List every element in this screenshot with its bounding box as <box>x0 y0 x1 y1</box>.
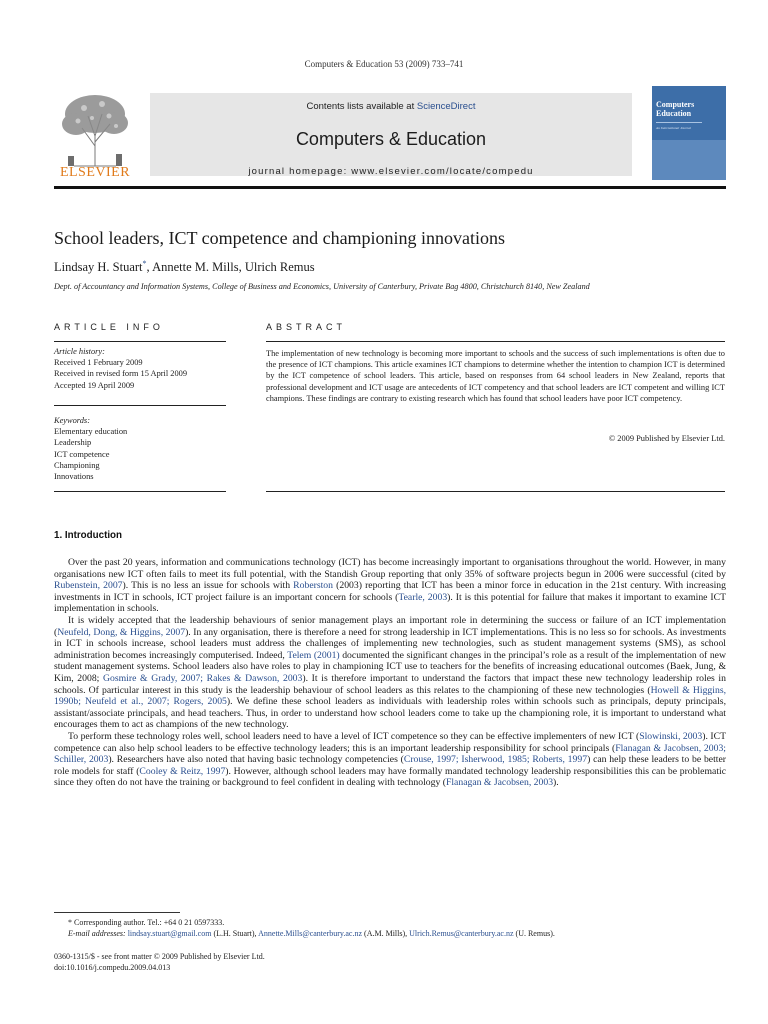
email-footnote: E-mail addresses: lindsay.stuart@gmail.com (L.H. Stuart), Annette.Mills@canterbury.ac.nz (A.M. Mills), Ulrich.Remus@canterbury.ac.nz (U. Remus). <box>54 929 726 938</box>
cover-title: Computers Education <box>656 100 695 118</box>
section-heading: 1. Introduction <box>54 530 123 541</box>
publisher-name: ELSEVIER <box>59 165 131 180</box>
keyword: Leadership <box>54 438 92 448</box>
email-owner: (U. Remus). <box>515 929 555 938</box>
email-link[interactable]: Ulrich.Remus@canterbury.ac.nz <box>409 929 514 938</box>
citation-link[interactable]: Roberston <box>293 580 333 592</box>
citation-link[interactable]: Flanagan & Jacobsen, 2003; Schiller, 2003 <box>54 742 726 766</box>
cover-divider <box>656 122 702 123</box>
citation-link[interactable]: Telem (2001) <box>287 649 340 661</box>
masthead <box>54 86 726 182</box>
contents-prefix: Contents lists available at <box>306 101 417 112</box>
paragraph: To perform these technology roles well, school leaders need to have a level of ICT competence so they can be effective implementers of new ICT (Slowinski, 2003). ICT competence can also help school leaders to be effective technology leaders; this is an important leadership responsibility for school principals (Flanagan & Jacobsen, 2003; Schiller, 2003). Researchers have also noted that having basic technology competencies (Crouse, 1997; Isherwood, 1985; Roberts, 1997) can help these leaders to be better role models for staff (Cooley & Reitz, 1997). However, although school leaders may have formally mandated technology leadership responsibilities this can be problematic since they often do not have the training or background to feel confident in dealing with technology (Flanagan & Jacobsen, 2003). <box>54 730 726 789</box>
abstract-rule-bottom <box>266 491 725 492</box>
history-item: Received 1 February 2009 <box>54 358 143 368</box>
journal-cover <box>652 86 726 180</box>
contents-line <box>150 101 632 112</box>
doi-line: doi:10.1016/j.compedu.2009.04.013 <box>54 962 171 972</box>
issn-line: 0360-1315/$ - see front matter © 2009 Published by Elsevier Ltd. <box>54 952 265 961</box>
corresponding-footnote <box>54 918 726 927</box>
author-name: Ulrich Remus <box>244 260 315 275</box>
body-text <box>54 557 726 789</box>
history-label: Article history: <box>54 347 105 356</box>
cover-subtitle: An International Journal <box>656 126 691 130</box>
citation-link[interactable]: Neufeld, Dong, & Higgins, 2007 <box>57 626 186 638</box>
author-list: Lindsay H. Stuart*, Annette M. Mills, Ulrich Remus <box>54 259 315 275</box>
article-history <box>54 346 226 391</box>
keyword: Elementary education <box>54 427 128 437</box>
citation-link[interactable]: Howell & Higgins, 1990b; Neufeld et al., 2007; Rogers, 2005 <box>54 684 727 708</box>
copyright: © 2009 Published by Elsevier Ltd. <box>608 434 725 443</box>
email-link[interactable]: lindsay.stuart@gmail.com <box>127 929 212 938</box>
corresponding-mark[interactable]: * <box>142 259 147 268</box>
history-item: Received in revised form 15 April 2009 <box>54 369 188 379</box>
keywords <box>54 415 226 482</box>
masthead-rule <box>54 186 726 189</box>
article-info-heading: ARTICLE INFO <box>54 322 164 332</box>
affiliation: Dept. of Accountancy and Information Systems, College of Business and Economics, University of Canterbury, Private Bag 4800, Christchurch 8140, New Zealand <box>54 282 590 291</box>
cover-band <box>652 140 726 180</box>
citation-link[interactable]: Tearle, 2003 <box>398 591 448 603</box>
article-title: School leaders, ICT competence and championing innovations <box>54 228 506 248</box>
abstract-heading: ABSTRACT <box>266 322 347 332</box>
author-name: Lindsay H. Stuart <box>54 260 143 275</box>
history-item: Accepted 19 April 2009 <box>54 380 135 390</box>
journal-banner <box>150 93 632 176</box>
citation-link[interactable]: Flanagan & Jacobsen, 2003 <box>445 777 554 789</box>
sciencedirect-link[interactable]: ScienceDirect <box>416 101 476 112</box>
citation-link[interactable]: Crouse, 1997; Isherwood, 1985; Roberts, 1997 <box>403 754 588 766</box>
journal-citation: Computers & Education 53 (2009) 733–741 <box>304 59 464 69</box>
info-rule-bottom <box>54 491 226 492</box>
email-owner: (L.H. Stuart) <box>213 929 255 938</box>
email-label: E-mail addresses: <box>68 929 126 938</box>
citation-link[interactable]: Rubenstein, 2007 <box>54 580 123 592</box>
citation-link[interactable]: Cooley & Reitz, 1997 <box>139 765 226 777</box>
front-matter <box>54 952 265 973</box>
email-owner: (A.M. Mills) <box>364 929 406 938</box>
paragraph: It is widely accepted that the leadership behaviours of senior management plays an important role in determining the success or failure of an ICT implementation (Neufeld, Dong, & Higgins, 2007). In any organisation, there is therefore a need for strong leadership in ICT implementations. This is no less so for schools. As investments in ICT in schools increase, school leaders must address the challenges of implementing new technologies, such as student management systems (SMS), as school administration becomes increasingly computerised. Indeed, Telem (2001) documented the significant changes in the principal’s role as a result of the implementation of new student management systems. School leaders also have roles to play in championing ICT use to teachers for the benefits of increasing educational outcomes (Baek, Jung, & Kim, 2008; Gosmire & Grady, 2007; Rakes & Dawson, 2003). It is therefore important to understand the factors that impact these new technology leadership roles in schools. Of particular interest in this study is the leadership behaviour of school leaders as this relates to the championing of these new technologies (Howell & Higgins, 1990b; Neufeld et al., 2007; Rogers, 2005). We define these school leaders as individuals with leadership roles within schools such as principals, deputy principals, assistant/associate principals, and head teachers. Thus, in order to understand how school leaders come to take up the championing role, it is important to understand what encourages them to act as champions of the new technology. <box>54 614 727 731</box>
abstract-rule-top <box>266 341 725 342</box>
keyword: Championing <box>54 460 100 470</box>
citation-link[interactable]: Slowinski, 2003 <box>639 730 703 742</box>
info-rule-mid <box>54 405 226 406</box>
corresponding-text: Corresponding author. Tel.: +64 0 21 0597333. <box>74 918 225 927</box>
keywords-label: Keywords: <box>54 416 90 425</box>
footnote-mark: * <box>68 918 72 927</box>
keyword: Innovations <box>54 472 94 482</box>
journal-title: Computers & Education <box>295 129 487 149</box>
abstract-text: The implementation of new technology is becoming more important to schools and the success of such implementations is often due to the presence of ICT champions. This article examines ICT champions to determine whether the intention to champion ICT is determined by the ICT competence of school leaders. This article, based on responses from 64 school leaders in New Zealand, reports that professional development and ICT usage are antecedents of ICT competency and that school leaders are ICT competent and willing ICT champions. These findings are contrary to existing research which has found that school leaders have poor ICT competency. <box>266 349 725 403</box>
email-link[interactable]: Annette.Mills@canterbury.ac.nz <box>258 929 363 938</box>
citation-link[interactable]: Gosmire & Grady, 2007; Rakes & Dawson, 2003 <box>103 672 303 684</box>
footnote-rule <box>54 912 180 913</box>
paragraph: Over the past 20 years, information and communications technology (ICT) has become increasingly important to organisations throughout the world. However, in many organisations new ICT often fails to meet its full potential, with the Standish Group reporting that only 35% of software projects begun in 2006 were successful (cited by Rubenstein, 2007). This is no less an issue for schools with Roberston (2003) reporting that ICT has been a minor force in education in the 21st century. With increasing investments in ICT in schools, ICT project failure is an important concern for schools (Tearle, 2003). It is this potential for failure that makes it important to examine ICT implementation in schools. <box>54 557 727 615</box>
author-name: Annette M. Mills <box>152 260 239 275</box>
info-rule-top <box>54 341 226 342</box>
keyword: ICT competence <box>54 449 110 459</box>
journal-homepage[interactable]: journal homepage: www.elsevier.com/locate/compedu <box>248 166 534 177</box>
